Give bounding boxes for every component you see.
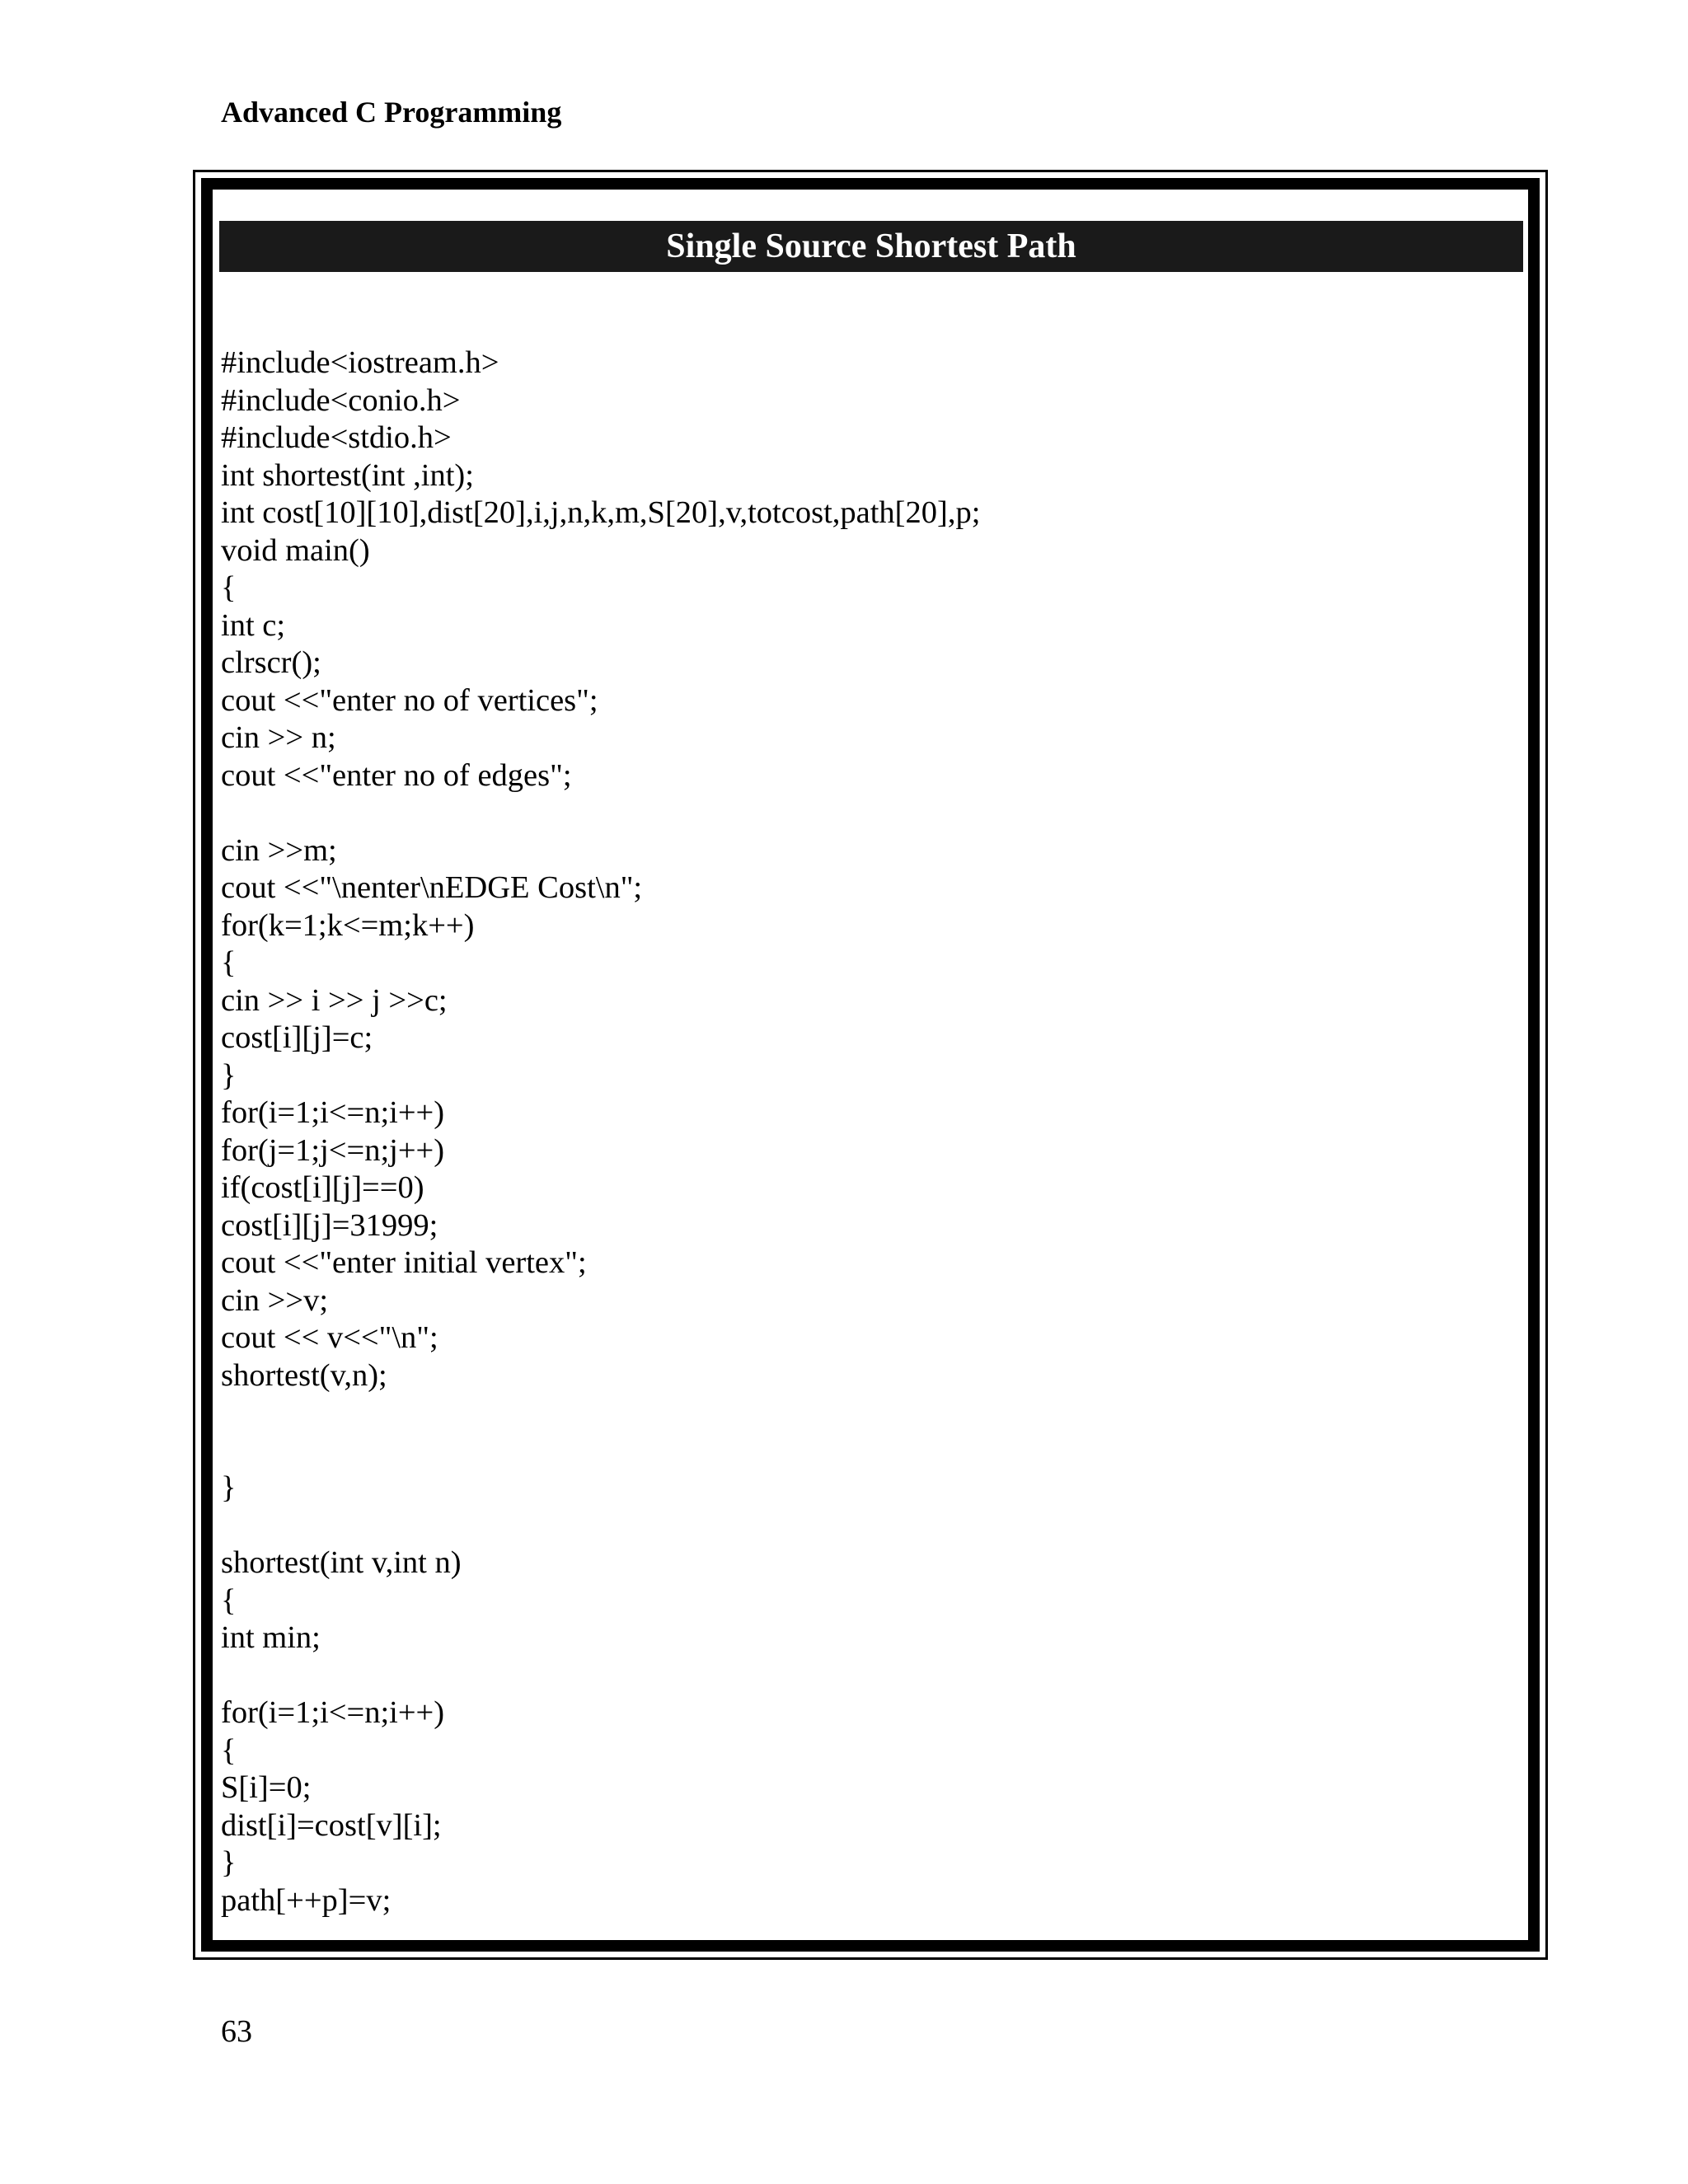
code-line: #include<conio.h>	[221, 382, 461, 418]
code-line: }	[221, 1057, 237, 1093]
code-line: cost[i][j]=c;	[221, 1020, 373, 1055]
code-line: cout << v<<"\n";	[221, 1320, 438, 1355]
code-line: cout <<"\nenter\nEDGE Cost\n";	[221, 870, 643, 905]
code-line: cin >> n;	[221, 720, 336, 755]
code-line: for(j=1;j<=n;j++)	[221, 1132, 445, 1168]
code-line: int shortest(int ,int);	[221, 457, 474, 493]
code-line	[221, 1432, 980, 1470]
code-line: {	[221, 1732, 237, 1768]
code-line	[221, 1657, 980, 1695]
code-listing	[221, 344, 980, 1919]
code-line	[221, 794, 980, 832]
code-line: cout <<"enter no of vertices";	[221, 682, 598, 718]
code-line	[221, 1507, 980, 1545]
code-line: #include<iostream.h>	[221, 345, 499, 380]
code-line: }	[221, 1470, 237, 1505]
code-line: }	[221, 1845, 237, 1880]
page-number: 63	[221, 2014, 252, 2049]
code-line: cout <<"enter no of edges";	[221, 757, 572, 793]
code-line: #include<stdio.h>	[221, 420, 452, 455]
code-line: void main()	[221, 532, 370, 568]
code-line: int cost[10][10],dist[20],i,j,n,k,m,S[20],v,totcost,path[20],p;	[221, 495, 981, 530]
code-line: {	[221, 945, 237, 980]
code-line: S[i]=0;	[221, 1770, 312, 1805]
code-line: cin >>m;	[221, 832, 337, 868]
code-line: cost[i][j]=31999;	[221, 1207, 438, 1243]
code-line: int c;	[221, 607, 286, 643]
code-line: dist[i]=cost[v][i];	[221, 1807, 442, 1843]
code-line: for(k=1;k<=m;k++)	[221, 907, 475, 943]
code-line: {	[221, 1582, 237, 1618]
code-line: if(cost[i][j]==0)	[221, 1170, 424, 1205]
code-line: shortest(int v,int n)	[221, 1545, 462, 1580]
code-line: path[++p]=v;	[221, 1882, 392, 1918]
code-line: {	[221, 570, 237, 605]
code-line	[221, 1394, 980, 1432]
code-line: cin >>v;	[221, 1282, 329, 1318]
section-title: Single Source Shortest Path	[219, 221, 1523, 272]
code-line: int min;	[221, 1620, 321, 1655]
code-line: shortest(v,n);	[221, 1357, 387, 1393]
code-line: for(i=1;i<=n;i++)	[221, 1095, 445, 1130]
running-header: Advanced C Programming	[221, 96, 562, 129]
code-line: for(i=1;i<=n;i++)	[221, 1695, 445, 1730]
code-line: cin >> i >> j >>c;	[221, 982, 448, 1018]
code-line: cout <<"enter initial vertex";	[221, 1245, 587, 1280]
code-line: clrscr();	[221, 645, 321, 680]
